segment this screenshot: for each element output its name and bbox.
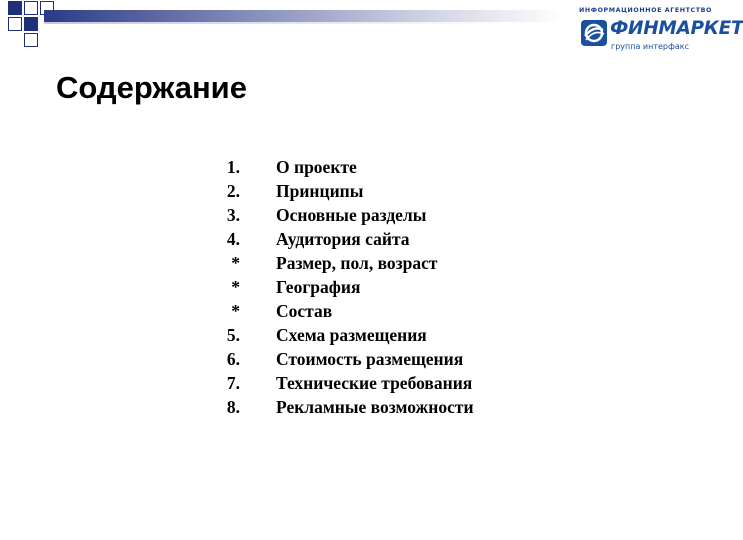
item-text: Размер, пол, возраст — [276, 253, 438, 273]
item-text: О проекте — [276, 157, 357, 177]
list-item — [178, 179, 474, 203]
header-band — [44, 10, 564, 22]
item-text: Технические требования — [276, 373, 473, 393]
item-text: Принципы — [276, 181, 364, 201]
item-text: Состав — [276, 301, 333, 321]
item-number: 6. — [226, 349, 240, 369]
item-text: География — [276, 277, 361, 297]
list-item — [178, 371, 474, 395]
item-number: 3. — [226, 205, 240, 225]
page-title: Содержание — [56, 70, 247, 105]
item-text: Основные разделы — [276, 205, 427, 225]
item-number: 4. — [226, 229, 240, 249]
item-text: Стоимость размещения — [276, 349, 464, 369]
list-item — [178, 203, 474, 227]
logo-emblem-icon — [581, 20, 607, 46]
table-of-contents — [178, 155, 474, 419]
item-number: 7. — [226, 373, 240, 393]
item-number: 8. — [226, 397, 240, 417]
list-item — [178, 347, 474, 371]
list-item — [178, 251, 474, 275]
decor-square — [24, 17, 38, 31]
decor-square — [24, 33, 38, 47]
list-item — [178, 323, 474, 347]
logo-subline: группа интерфакс — [611, 42, 689, 51]
list-item — [178, 299, 474, 323]
item-number: 1. — [226, 157, 240, 177]
item-text: Схема размещения — [276, 325, 427, 345]
item-number: 2. — [226, 181, 240, 201]
header-band-line — [44, 22, 564, 24]
list-item — [178, 395, 474, 419]
item-number: * — [231, 253, 240, 273]
list-item — [178, 227, 474, 251]
decor-square — [8, 1, 22, 15]
item-number: 5. — [226, 325, 240, 345]
list-item — [178, 155, 474, 179]
logo-tagline: ИНФОРМАЦИОННОЕ АГЕНТСТВО — [579, 7, 712, 14]
logo-name: ФИНМАРКЕТ — [610, 18, 743, 39]
decor-square — [24, 1, 38, 15]
item-number: * — [231, 277, 240, 297]
finmarket-logo — [578, 7, 743, 57]
item-text: Рекламные возможности — [276, 397, 474, 417]
item-text: Аудитория сайта — [276, 229, 410, 249]
list-item — [178, 275, 474, 299]
item-number: * — [231, 301, 240, 321]
decor-square — [8, 17, 22, 31]
